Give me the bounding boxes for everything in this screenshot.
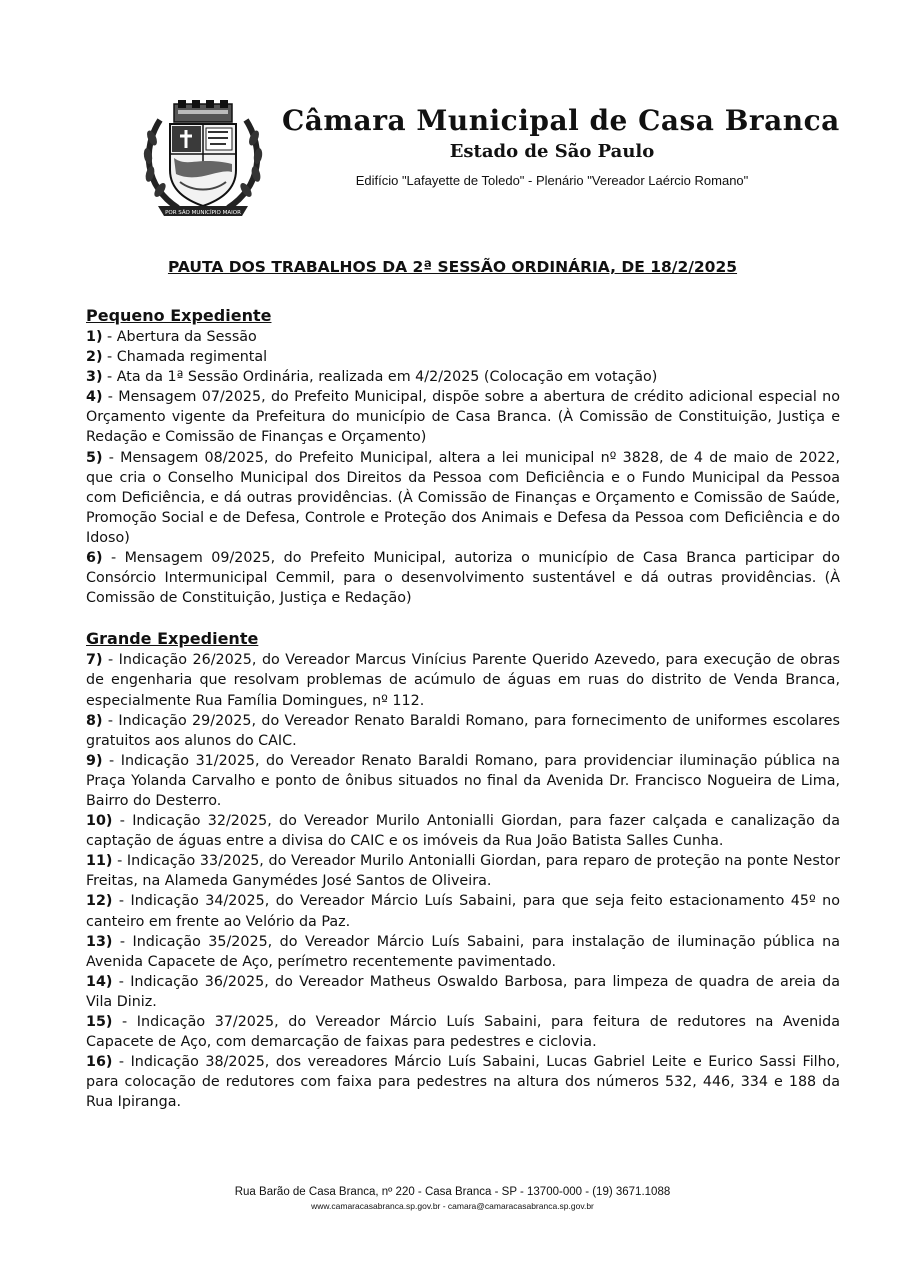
- agenda-item: [86, 548, 840, 608]
- item-text: - Indicação 37/2025, do Vereador Márcio Luís Sabaini, para feitura de redutores na Avenida Capacete de Aço, com demarcação de faixas para pedestres e ciclovia.: [86, 1014, 840, 1051]
- item-number: 16): [86, 1054, 113, 1071]
- item-number: 9): [86, 752, 103, 769]
- section-heading-pequeno-expediente: Pequeno Expediente: [86, 306, 272, 325]
- item-number: 6): [86, 550, 103, 567]
- item-number: 14): [86, 973, 113, 990]
- item-number: 7): [86, 652, 103, 669]
- item-text: - Chamada regimental: [102, 349, 268, 366]
- agenda-body: [86, 305, 840, 1112]
- agenda-item: [86, 972, 840, 1012]
- item-number: 15): [86, 1014, 113, 1030]
- item-text: - Indicação 29/2025, do Vereador Renato Baraldi Romano, para fornecimento de uniformes escolares gratuitos aos alunos do CAIC.: [86, 712, 840, 749]
- footer-address: Rua Barão de Casa Branca, nº 220 - Casa Branca - SP - 13700-000 - (19) 3671.1088: [234, 1186, 671, 1198]
- item-text: - Mensagem 07/2025, do Prefeito Municipal, dispõe sobre a abertura de crédito adicional especial no Orçamento vigente da Prefeitura do município de Casa Branca. (À Comissão de Constituição, Justiça e Redação e Comissão de Finanças e Orçamento): [86, 389, 840, 446]
- section-heading-grande-expediente: Grande Expediente: [86, 629, 259, 649]
- agenda-item: [86, 851, 840, 891]
- page-footer: [0, 1185, 905, 1212]
- agenda-item: [86, 327, 840, 347]
- item-number: 4): [86, 389, 103, 406]
- agenda-item: [86, 387, 840, 447]
- item-text: - Abertura da Sessão: [102, 329, 257, 345]
- item-number: 8): [86, 712, 103, 729]
- item-text: - Mensagem 08/2025, do Prefeito Municipal, altera a lei municipal nº 3828, de 4 de maio de 2022, que cria o Conselho Municipal dos Direitos da Pessoa com Deficiência e o Fundo Municipal da Pessoa com Deficiência, e dá outras providências. (À Comissão de Finanças e Orçamento e Comissão de Saúde, Promoção Social e de Defesa, Controle e Proteção dos Animais e Defesa da Pessoa com Deficiência e do Idoso): [86, 449, 840, 546]
- document-title: PAUTA DOS TRABALHOS DA 2ª SESSÃO ORDINÁRIA, DE 18/2/2025: [167, 258, 738, 276]
- item-text: - Indicação 38/2025, dos vereadores Márcio Luís Sabaini, Lucas Gabriel Leite e Eurico Sassi Filho, para colocação de redutores com faixa para pedestres na altura dos números 532, 446, 334 e 188 da Rua Ipiranga.: [86, 1054, 840, 1111]
- item-text: - Indicação 35/2025, do Vereador Márcio Luís Sabaini, para instalação de iluminação pública na Avenida Capacete de Aço, perímetro recentemente pavimentado.: [86, 933, 840, 970]
- item-number: 3): [86, 369, 103, 386]
- item-text: - Indicação 26/2025, do Vereador Marcus Vinícius Parente Querido Azevedo, para execução de obras de engenharia que resolvam problemas de acúmulo de águas em ruas do distrito de Venda Branca, especialmente Rua Família Domingues, nº 112.: [86, 652, 840, 709]
- item-text: - Indicação 34/2025, do Vereador Márcio Luís Sabaini, para que seja feito estacionamento 45º no canteiro em frente ao Velório da Paz.: [86, 893, 840, 930]
- agenda-item: [86, 650, 840, 710]
- item-number: 13): [86, 933, 113, 950]
- agenda-item: [86, 751, 840, 811]
- item-text: - Indicação 31/2025, do Vereador Renato Baraldi Romano, para providenciar iluminação pública na Praça Yolanda Carvalho e ponto de ônibus situados no final da Avenida Dr. Francisco Nogueira de Lima, Bairro do Desterro.: [86, 752, 840, 809]
- coat-of-arms-icon: [138, 98, 268, 222]
- agenda-item: [86, 448, 840, 548]
- item-text: - Mensagem 09/2025, do Prefeito Municipal, autoriza o município de Casa Branca participar do Consórcio Intermunicipal Cemmil, para o desenvolvimento sustentável e dá outras providências. (À Comissão de Constituição, Justiça e Redação): [86, 550, 840, 607]
- organization-state: Estado de São Paulo: [449, 141, 655, 162]
- item-number: 11): [86, 853, 113, 870]
- crest-motto: POR SÃO MUNICÍPIO MAIOR: [165, 210, 241, 216]
- agenda-item: [86, 367, 840, 387]
- agenda-item: [86, 711, 840, 751]
- item-text: - Indicação 32/2025, do Vereador Murilo Antonialli Giordan, para fazer calçada e canalização da captação de águas entre a divisa do CAIC e os imóveis da Rua João Batista Salles Cunha.: [86, 813, 840, 850]
- item-text: - Ata da 1ª Sessão Ordinária, realizada em 4/2/2025 (Colocação em votação): [102, 369, 658, 386]
- item-number: 10): [86, 813, 113, 830]
- agenda-item: [86, 891, 840, 931]
- item-number: 2): [86, 349, 103, 366]
- agenda-item: [86, 1052, 840, 1112]
- agenda-item: [86, 1012, 840, 1052]
- agenda-item: [86, 932, 840, 972]
- section-spacer: [86, 608, 840, 628]
- organization-name: Câmara Municipal de Casa Branca: [282, 104, 840, 137]
- letterhead: [282, 104, 840, 190]
- agenda-item: [86, 811, 840, 851]
- item-text: - Indicação 33/2025, do Vereador Murilo Antonialli Giordan, para reparo de proteção na ponte Nestor Freitas, na Alameda Ganymédes José Santos de Oliveira.: [86, 853, 840, 890]
- item-number: 5): [86, 449, 103, 466]
- agenda-item: [86, 347, 840, 367]
- item-text: - Indicação 36/2025, do Vereador Matheus Oswaldo Barbosa, para limpeza de quadra de areia da Vila Diniz.: [86, 973, 840, 1010]
- building-name: Edifício "Lafayette de Toledo" - Plenário "Vereador Laércio Romano": [355, 173, 749, 188]
- footer-contact: www.camaracasabranca.sp.gov.br - camara@camaracasabranca.sp.gov.br: [311, 1201, 594, 1211]
- item-number: 12): [86, 893, 113, 910]
- item-number: 1): [86, 329, 103, 345]
